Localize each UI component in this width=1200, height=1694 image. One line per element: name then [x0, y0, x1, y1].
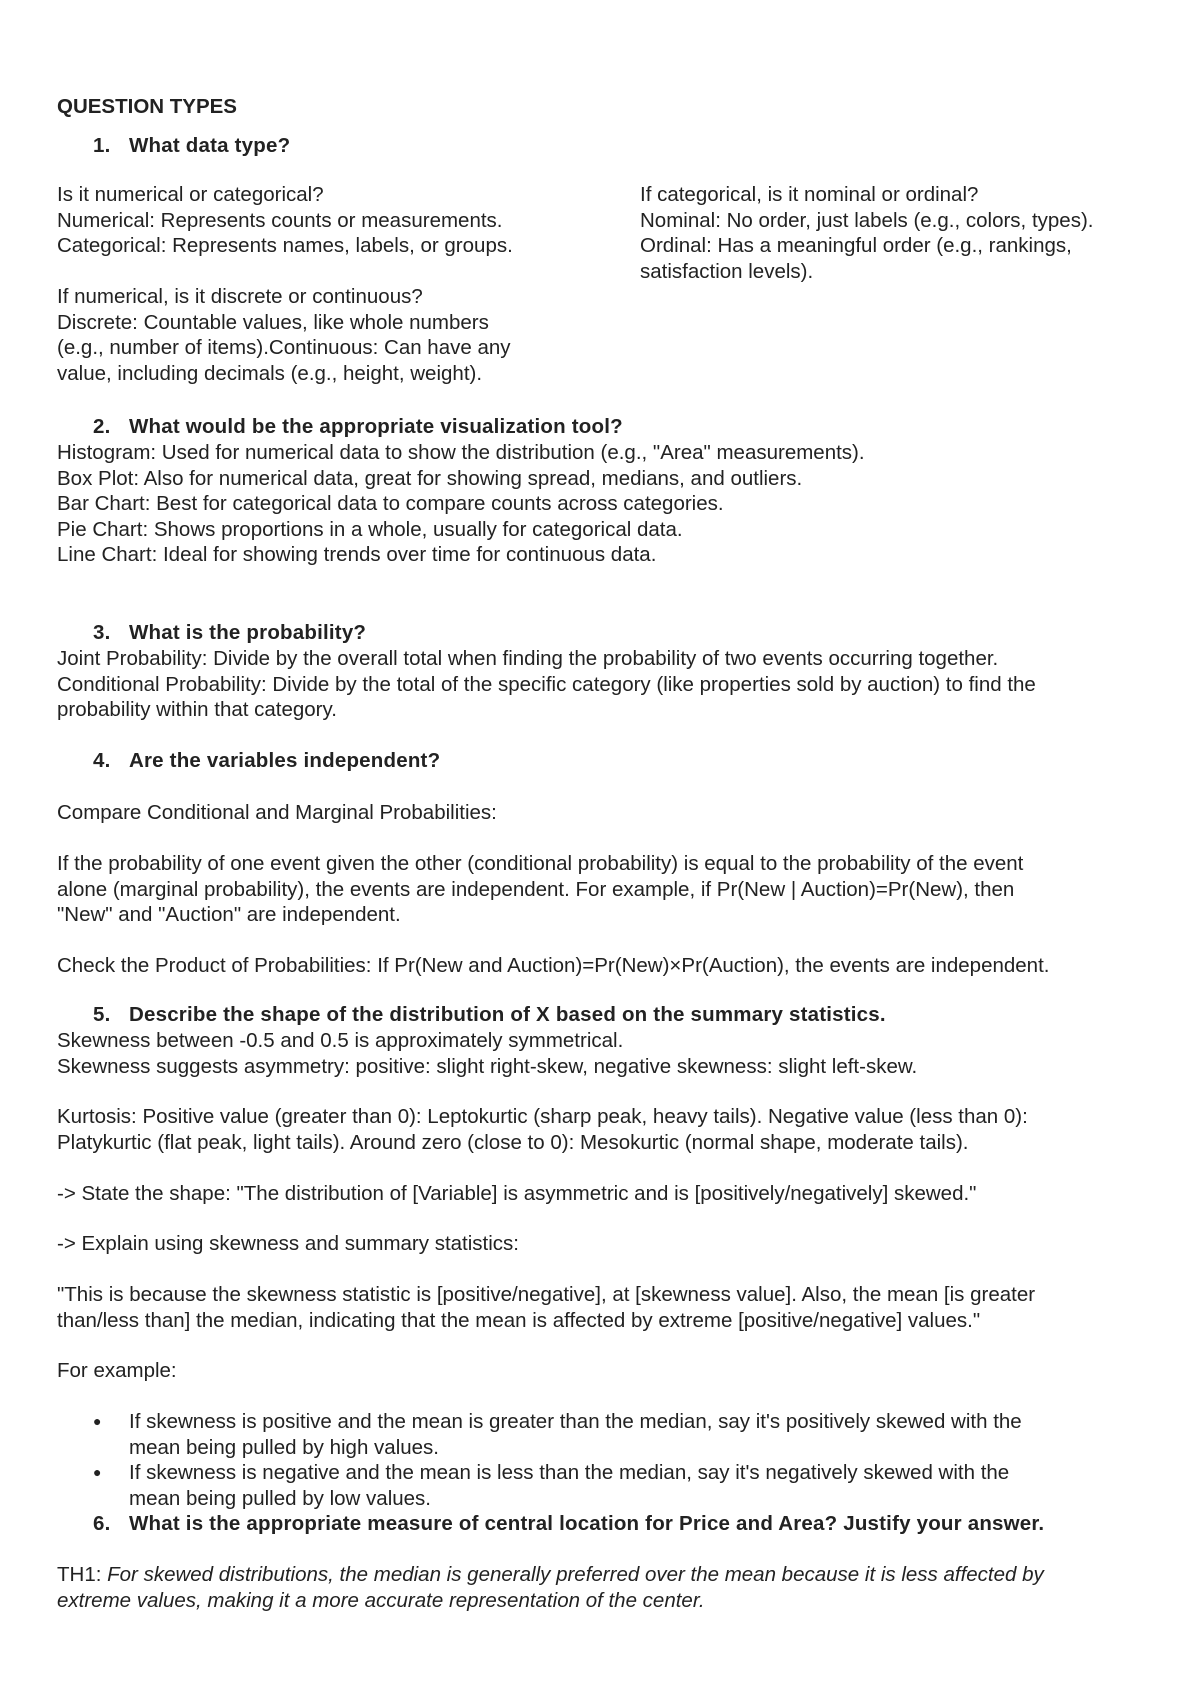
question-3-text: What is the probability?	[129, 621, 367, 644]
template-quote	[57, 1282, 1035, 1333]
data-type-left-column	[57, 182, 513, 259]
question-4-text: Are the variables independent?	[129, 749, 441, 772]
text-line	[57, 1562, 1044, 1588]
text-line: If the probability of one event given the other (conditional probability) is equal to the probability of the event	[57, 852, 1024, 875]
text-line: Numerical: Represents counts or measurements.	[57, 208, 503, 232]
question-6-heading	[93, 1511, 1044, 1537]
for-example-text: For example:	[57, 1359, 177, 1382]
question-1-heading	[93, 133, 290, 159]
explain-text: -> Explain using skewness and summary statistics:	[57, 1232, 520, 1255]
text-line: If categorical, is it nominal or ordinal?	[640, 183, 979, 206]
text-line: extreme values, making it a more accurate representation of the center.	[57, 1588, 705, 1612]
visualization-tools-list	[57, 440, 865, 568]
probability-text	[57, 646, 1036, 723]
question-5-heading	[93, 1002, 886, 1028]
state-shape-text: -> State the shape: "The distribution of [Variable] is asymmetric and is [positively/negatively] skewed."	[57, 1182, 977, 1205]
text-line: If numerical, is it discrete or continuous?	[57, 285, 423, 308]
text-line: Kurtosis: Positive value (greater than 0): Leptokurtic (sharp peak, heavy tails). Negative value (less than 0):	[57, 1105, 1028, 1128]
question-5-number: 5.	[93, 1003, 111, 1026]
text-line: "This is because the skewness statistic is [positive/negative], at [skewness value]. Also, the mean [is greater	[57, 1283, 1036, 1306]
skewness-text	[57, 1028, 917, 1079]
text-line: mean being pulled by high values.	[129, 1435, 439, 1459]
question-3-number: 3.	[93, 621, 111, 644]
text-line: "New" and "Auction" are independent.	[57, 903, 401, 926]
bullet-icon: ●	[93, 1464, 102, 1480]
question-6-text: What is the appropriate measure of central location for Price and Area? Justify your answer.	[129, 1512, 1045, 1535]
page-title: QUESTION TYPES	[57, 95, 237, 118]
text-line: Pie Chart: Shows proportions in a whole, usually for categorical data.	[57, 517, 683, 541]
text-line: satisfaction levels).	[640, 259, 814, 283]
th1-answer-text: For skewed distributions, the median is generally preferred over the mean because it is less affected by	[107, 1563, 1044, 1586]
text-line: Discrete: Countable values, like whole numbers	[57, 310, 489, 334]
question-5-text: Describe the shape of the distribution of X based on the summary statistics.	[129, 1003, 886, 1026]
text-line: probability within that category.	[57, 698, 337, 721]
question-6-number: 6.	[93, 1512, 111, 1535]
question-4-heading	[93, 748, 440, 774]
text-line: Conditional Probability: Divide by the total of the specific category (like properties sold by auction) to find the	[57, 672, 1036, 696]
text-line: If skewness is negative and the mean is less than the median, say it's negatively skewed with the	[129, 1461, 1010, 1484]
question-2-heading	[93, 414, 623, 440]
text-line: (e.g., number of items).Continuous: Can have any	[57, 336, 511, 359]
text-line: Box Plot: Also for numerical data, great for showing spread, medians, and outliers.	[57, 466, 803, 490]
text-line: If skewness is positive and the mean is greater than the median, say it's positively skewed with the	[129, 1410, 1022, 1433]
compare-probabilities-text: Compare Conditional and Marginal Probabilities:	[57, 801, 497, 824]
question-3-heading	[93, 620, 366, 646]
text-line: than/less than] the median, indicating that the mean is affected by extreme [positive/negative] values."	[57, 1308, 981, 1332]
data-type-right-column	[640, 182, 1093, 284]
text-line: Categorical: Represents names, labels, or groups.	[57, 234, 513, 257]
text-line: Platykurtic (flat peak, light tails). Around zero (close to 0): Mesokurtic (normal shape, moderate tails).	[57, 1130, 969, 1154]
text-line: Ordinal: Has a meaningful order (e.g., rankings,	[640, 234, 1072, 257]
independence-paragraph	[57, 851, 1023, 928]
th1-label: TH1:	[57, 1563, 108, 1586]
text-line: Skewness between -0.5 and 0.5 is approximately symmetrical.	[57, 1029, 624, 1052]
text-line: Skewness suggests asymmetry: positive: slight right-skew, negative skewness: slight left-skew.	[57, 1054, 918, 1078]
question-2-text: What would be the appropriate visualization tool?	[129, 415, 623, 438]
text-line: mean being pulled by low values.	[129, 1486, 431, 1510]
text-line: Histogram: Used for numerical data to show the distribution (e.g., "Area" measurements).	[57, 441, 865, 464]
text-line: alone (marginal probability), the events are independent. For example, if Pr(New | Auction)=Pr(New), then	[57, 877, 1015, 901]
question-1-number: 1.	[93, 134, 111, 157]
list-item	[129, 1409, 1022, 1460]
numerical-subtypes	[57, 284, 511, 386]
question-4-number: 4.	[93, 749, 111, 772]
text-line: Bar Chart: Best for categorical data to compare counts across categories.	[57, 492, 724, 515]
product-check-text: Check the Product of Probabilities: If Pr(New and Auction)=Pr(New)×Pr(Auction), the events are independent.	[57, 954, 1050, 977]
text-line: Joint Probability: Divide by the overall total when finding the probability of two events occurring together.	[57, 647, 999, 670]
question-2-number: 2.	[93, 415, 111, 438]
list-item	[129, 1460, 1009, 1511]
text-line: Line Chart: Ideal for showing trends over time for continuous data.	[57, 543, 657, 566]
text-line: Is it numerical or categorical?	[57, 183, 324, 206]
kurtosis-text	[57, 1104, 1028, 1155]
question-1-text: What data type?	[129, 134, 291, 157]
text-line: Nominal: No order, just labels (e.g., colors, types).	[640, 208, 1094, 232]
th1-answer	[57, 1562, 1044, 1613]
text-line: value, including decimals (e.g., height, weight).	[57, 361, 483, 385]
bullet-icon: ●	[93, 1413, 102, 1429]
